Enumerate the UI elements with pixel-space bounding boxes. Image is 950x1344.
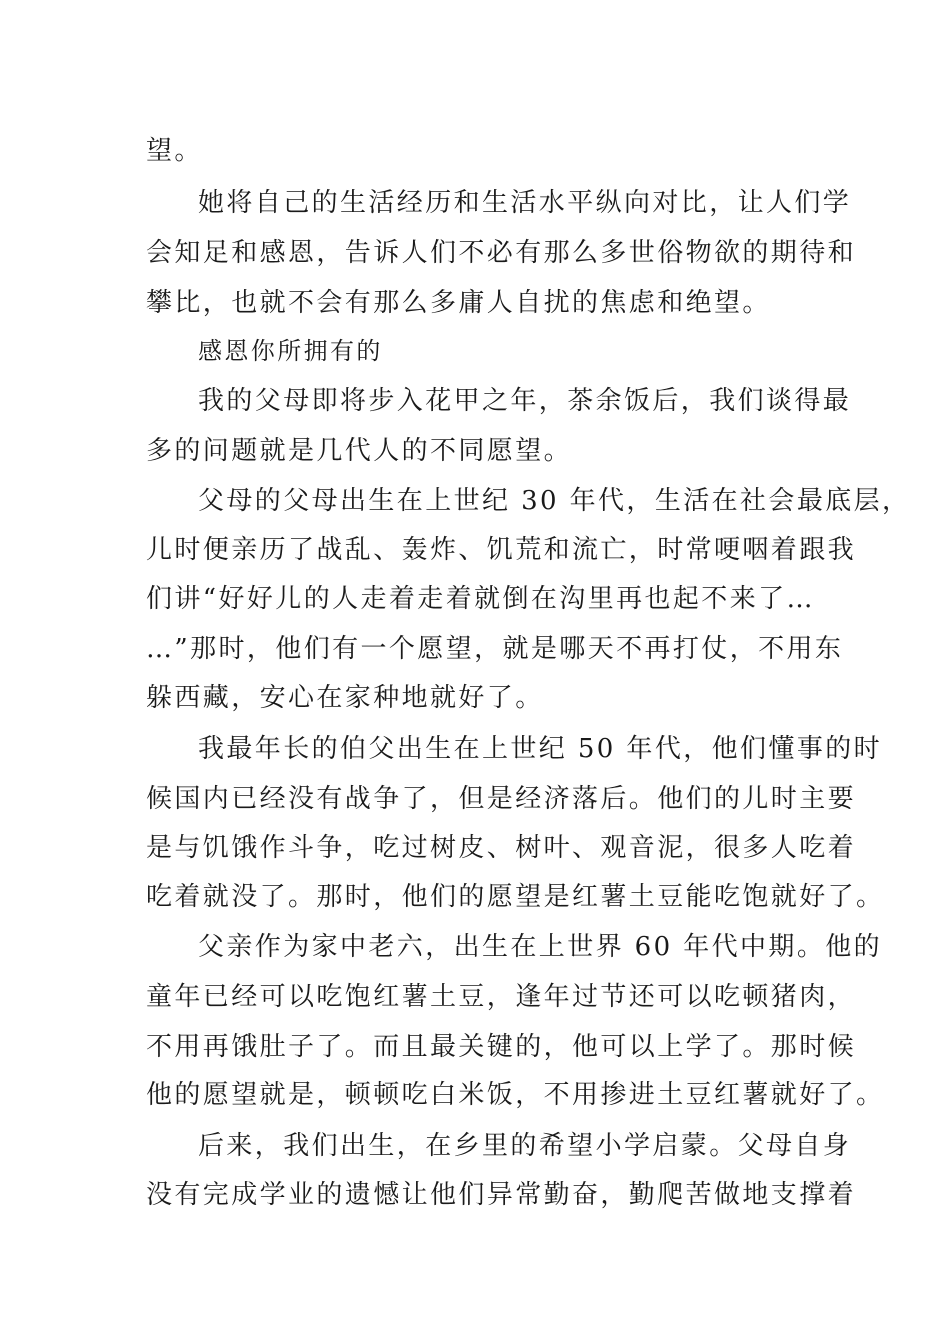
text-line: 候国内已经没有战争了，但是经济落后。他们的儿时主要 [146,784,857,814]
text-line: 们讲“好好儿的人走着走着就倒在沟里再也起不来了… [146,584,815,614]
text-line: 童年已经可以吃饱红薯土豆，逢年过节还可以吃顿猪肉， [146,982,857,1012]
text-line: 父亲作为家中老六，出生在上世界 60 年代中期。他的 [198,932,883,962]
text-line: 没有完成学业的遗憾让他们异常勤奋，勤爬苦做地支撑着 [146,1180,857,1210]
text-line: 她将自己的生活经历和生活水平纵向对比，让人们学 [198,188,852,218]
text-line: …”那时，他们有一个愿望，就是哪天不再打仗，不用东 [146,634,844,664]
text-line: 躲西藏，安心在家种地就好了。 [146,683,544,713]
text-line: 我最年长的伯父出生在上世纪 50 年代，他们懂事的时 [198,734,883,764]
text-line: 多的问题就是几代人的不同愿望。 [146,436,573,466]
text-line: 儿时便亲历了战乱、轰炸、饥荒和流亡，时常哽咽着跟我 [146,535,857,565]
text-line: 望。 [146,136,203,166]
text-line: 父母的父母出生在上世纪 30 年代，生活在社会最底层， [198,486,911,516]
text-line: 不用再饿肚子了。而且最关键的，他可以上学了。那时候 [146,1032,857,1062]
text-line: 会知足和感恩，告诉人们不必有那么多世俗物欲的期待和 [146,238,857,268]
text-line: 后来，我们出生，在乡里的希望小学启蒙。父母自身 [198,1131,852,1161]
text-line: 他的愿望就是，顿顿吃白米饭，不用掺进土豆红薯就好了。 [146,1080,885,1110]
text-line: 是与饥饿作斗争，吃过树皮、树叶、观音泥，很多人吃着 [146,833,857,863]
text-line: 我的父母即将步入花甲之年，茶余饭后，我们谈得最 [198,386,852,416]
text-line: 吃着就没了。那时，他们的愿望是红薯土豆能吃饱就好了。 [146,882,885,912]
text-line: 攀比，也就不会有那么多庸人自扰的焦虑和绝望。 [146,288,771,318]
section-heading: 感恩你所拥有的 [198,337,383,365]
